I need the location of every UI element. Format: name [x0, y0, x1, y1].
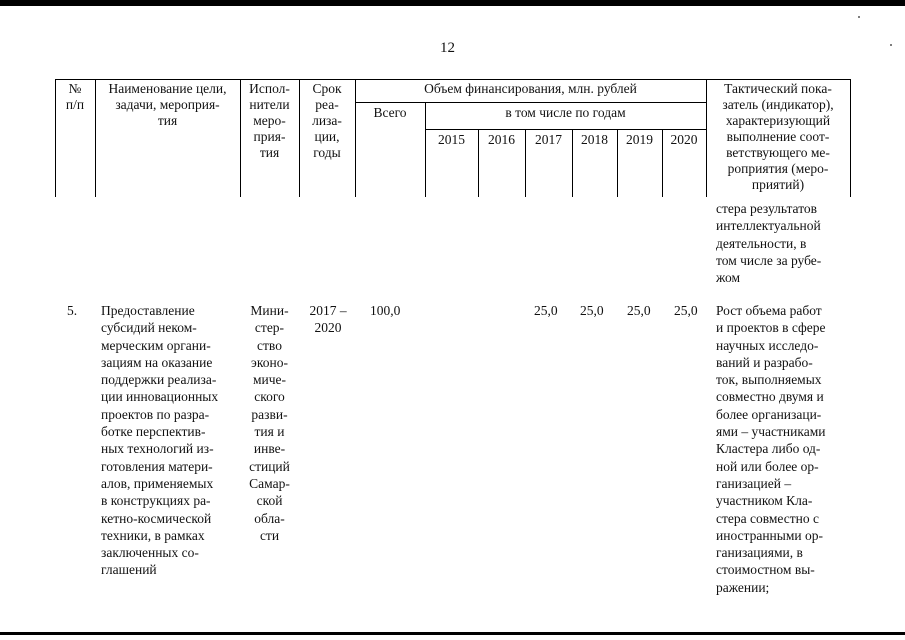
row-total: 100,0 [370, 303, 401, 318]
header-year: 2017 [535, 132, 562, 147]
header-year: 2016 [488, 132, 515, 147]
row-value-2018: 25,0 [580, 303, 604, 318]
row-executor: Мини- стер- ство эконо- миче- ского разви- тия и инве- стиций Самар- ской обла- сти [249, 303, 290, 543]
bottom-border [0, 632, 905, 635]
scan-speck [858, 16, 860, 18]
continued-indicator-text: стера результатов интеллектуальной деятельности, в том числе за рубе- жом [716, 201, 822, 286]
row-value-2017: 25,0 [534, 303, 558, 318]
row-value-2020: 25,0 [674, 303, 698, 318]
row-indicator: Рост объема работ и проектов в сфере научных исследо- ваний и разрабо- ток, выполняемых совместно двумя и более организаци- ями – участниками Кластера либо од- ной или более ор- ганизацией – участником Кла- стера совместно с иностранными ор- ганизациями, в стоимостном вы- ражении; [716, 303, 826, 595]
header-indicator: Тактический пока- затель (индикатор), характеризующий выполнение соот- ветствующего ме- роприятия (меро- приятий) [722, 81, 834, 192]
header-year: 2020 [670, 132, 698, 147]
header-by-years: в том числе по годам [505, 105, 626, 120]
top-border [0, 0, 905, 6]
page-number: 12 [440, 40, 455, 56]
header-term: Срок реа- лиза- ции, годы [312, 81, 342, 160]
header-number: № п/п [65, 81, 85, 112]
funding-subline [355, 102, 706, 103]
grid-line [850, 79, 851, 197]
row-value-2019: 25,0 [627, 303, 651, 318]
header-top-line [55, 79, 850, 80]
header-year: 2019 [626, 132, 653, 147]
header-year: 2018 [581, 132, 608, 147]
row-name: Предоставление субсидий неком- мерческим органи- зациям на оказание поддержки реализа- ции инновационных проектов по разра- ботке перспектив- ных технологий из- готовления матери- алов, применяемых в конструкциях ра- кетно-космической техники, в рамках заключенных со- глашений [101, 303, 219, 578]
row-term: 2017 – 2020 [309, 303, 347, 336]
row-number: 5. [67, 303, 78, 318]
scan-speck [890, 44, 892, 46]
years-subline [425, 129, 706, 130]
header-funding: Объем финансирования, млн. рублей [424, 81, 637, 96]
header-total: Всего [373, 105, 407, 120]
header-executor: Испол- нители меро- прия- тия [249, 81, 290, 160]
header-name: Наименование цели, задачи, мероприя- тия [108, 81, 227, 128]
header-year: 2015 [438, 132, 465, 147]
